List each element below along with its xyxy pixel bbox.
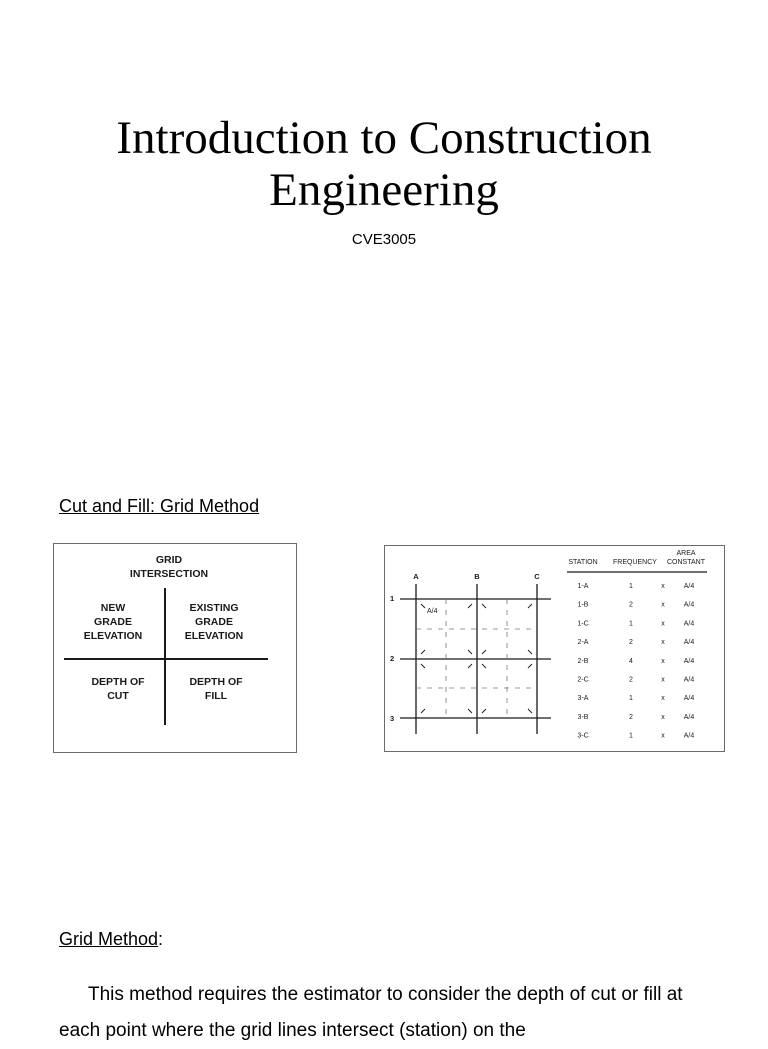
course-code: CVE3005 bbox=[351, 231, 417, 248]
grid-intersection-figure bbox=[53, 543, 297, 753]
fig1-title-line2: INTERSECTION bbox=[129, 568, 209, 580]
table-multiply-cell: x bbox=[661, 695, 665, 703]
table-header-station: STATION bbox=[568, 559, 598, 566]
fig1-q4-line1: DEPTH OF bbox=[189, 676, 243, 688]
grid-cell-area-label: A/4 bbox=[427, 608, 438, 615]
fig1-q2-line2: GRADE bbox=[195, 616, 233, 628]
fig1-q1-line1: NEW bbox=[100, 602, 126, 614]
grid-col-label-b: B bbox=[474, 572, 480, 581]
grid-method-paragraph: This method requires the estimator to consider the depth of cut or fill at each point where the grid lines intersect (station) on the bbox=[59, 984, 683, 1041]
grid-col-label-c: C bbox=[534, 572, 540, 581]
table-constant-cell: A/4 bbox=[683, 583, 695, 590]
table-multiply-cell: x bbox=[661, 657, 665, 665]
fig1-q3-line1: DEPTH OF bbox=[91, 676, 145, 688]
table-multiply-cell: x bbox=[661, 639, 665, 647]
grid-method-heading-text: Grid Method bbox=[59, 929, 159, 949]
fig1-title-line1: GRID bbox=[155, 554, 183, 566]
grid-method-colon: : bbox=[158, 929, 164, 949]
table-station-cell: 3-B bbox=[577, 713, 589, 721]
table-constant-cell: A/4 bbox=[683, 713, 695, 721]
table-frequency-cell: 2 bbox=[629, 639, 633, 647]
station-table-rows bbox=[577, 583, 694, 740]
table-station-cell: 2-A bbox=[577, 639, 589, 647]
table-multiply-cell: x bbox=[661, 601, 665, 609]
grid-row-label-3: 3 bbox=[390, 714, 395, 723]
table-frequency-cell: 2 bbox=[629, 676, 633, 684]
grid-col-label-a: A bbox=[413, 572, 419, 581]
fig1-q4-line2: FILL bbox=[204, 690, 228, 702]
table-constant-cell: A/4 bbox=[683, 639, 695, 647]
table-multiply-cell: x bbox=[661, 620, 665, 628]
table-frequency-cell: 1 bbox=[629, 732, 633, 740]
fig1-q2-line3: ELEVATION bbox=[184, 630, 244, 642]
table-station-cell: 2-B bbox=[577, 657, 589, 665]
grid-station-diagram bbox=[385, 546, 724, 751]
grid-method-heading bbox=[59, 929, 163, 950]
title-line-1: Introduction to Construction bbox=[116, 112, 652, 164]
table-station-cell: 3-A bbox=[577, 695, 589, 703]
table-frequency-cell: 2 bbox=[629, 601, 633, 609]
table-station-cell: 1-C bbox=[577, 620, 589, 628]
fig1-q2-line1: EXISTING bbox=[189, 602, 239, 614]
table-constant-cell: A/4 bbox=[683, 676, 695, 684]
table-station-cell: 1-A bbox=[577, 583, 589, 590]
title-line-2: Engineering bbox=[269, 164, 499, 216]
table-constant-cell: A/4 bbox=[683, 657, 695, 665]
grid-station-figure bbox=[384, 545, 725, 752]
table-station-cell: 2-C bbox=[577, 676, 589, 684]
table-frequency-cell: 1 bbox=[629, 620, 633, 628]
table-constant-cell: A/4 bbox=[683, 695, 695, 703]
table-frequency-cell: 2 bbox=[629, 713, 633, 721]
document-title bbox=[0, 112, 768, 216]
table-station-cell: 3-C bbox=[577, 732, 589, 740]
fig1-q1-line3: ELEVATION bbox=[83, 630, 143, 642]
table-frequency-cell: 1 bbox=[629, 695, 633, 703]
grid-row-label-1: 1 bbox=[390, 594, 395, 603]
section-heading: Cut and Fill: Grid Method bbox=[59, 496, 260, 516]
grid-intersection-diagram bbox=[54, 544, 296, 752]
table-header-frequency: FREQUENCY bbox=[613, 559, 657, 566]
table-station-cell: 1-B bbox=[577, 601, 589, 609]
table-header-area-line1: AREA bbox=[676, 550, 696, 557]
table-multiply-cell: x bbox=[661, 583, 665, 590]
grid-row-label-2: 2 bbox=[390, 654, 395, 663]
table-multiply-cell: x bbox=[661, 676, 665, 684]
fig1-q3-line2: CUT bbox=[107, 690, 129, 702]
fig1-q1-line2: GRADE bbox=[94, 616, 132, 628]
table-frequency-cell: 1 bbox=[629, 583, 633, 590]
table-multiply-cell: x bbox=[661, 732, 665, 740]
table-header-area-line2: CONSTANT bbox=[667, 559, 705, 566]
table-multiply-cell: x bbox=[661, 713, 665, 721]
table-frequency-cell: 4 bbox=[629, 657, 633, 665]
table-constant-cell: A/4 bbox=[683, 620, 695, 628]
table-constant-cell: A/4 bbox=[683, 732, 695, 740]
table-constant-cell: A/4 bbox=[683, 601, 695, 609]
